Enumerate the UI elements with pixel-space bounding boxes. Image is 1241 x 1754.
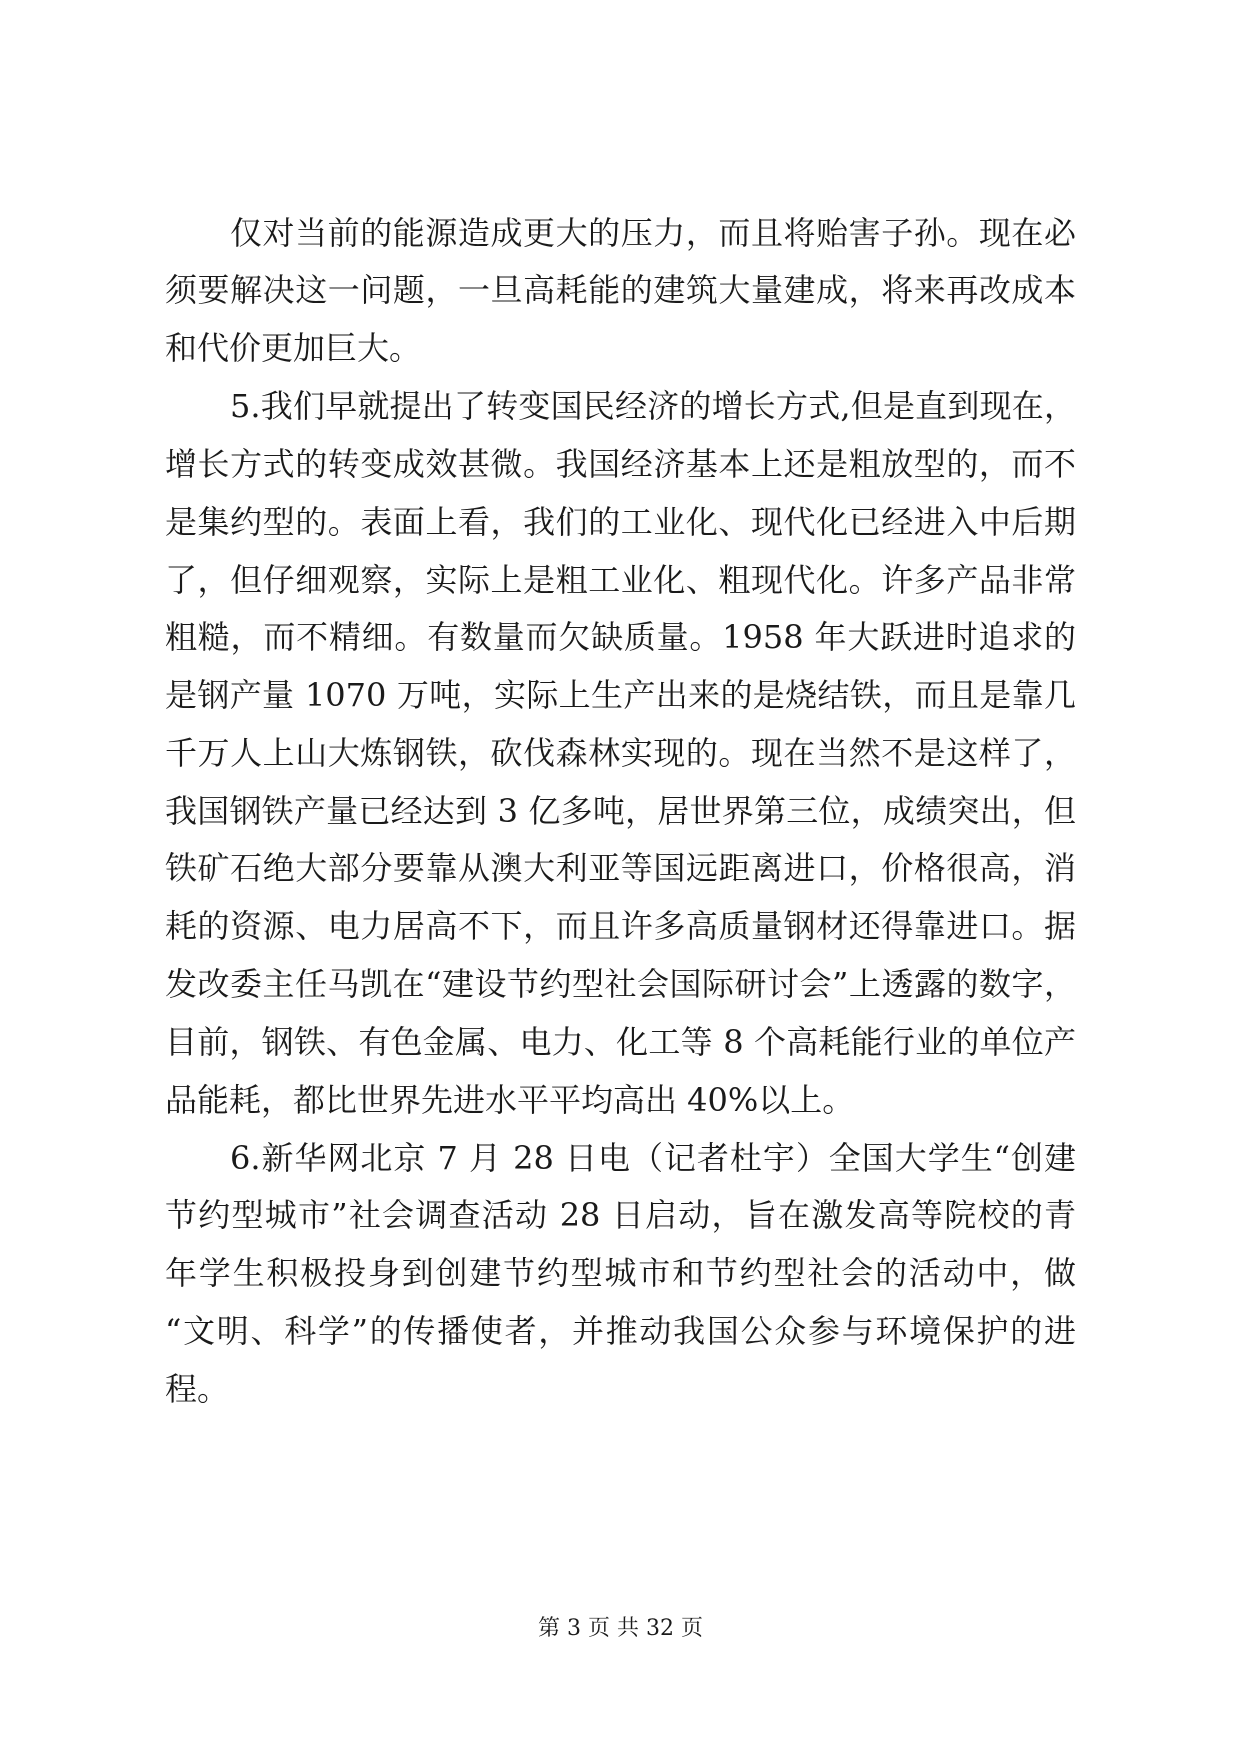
text-line: 千万人上山大炼钢铁，砍伐森林实现的。现在当然不是这样了， — [165, 734, 1076, 772]
text-line: 增长方式的转变成效甚微。我国经济基本上还是粗放型的，而不 — [165, 445, 1076, 483]
text-line: 仅对当前的能源造成更大的压力，而且将贻害子孙。现在必 — [230, 214, 1076, 252]
text-line: 和代价更加巨大。 — [165, 329, 422, 367]
text-line: “文明、科学”的传播使者，并推动我国公众参与环境保护的进 — [165, 1312, 1076, 1350]
text-line: 节约型城市”社会调查活动 28 日启动，旨在激发高等院校的青 — [165, 1196, 1076, 1234]
text-line: 年学生积极投身到创建节约型城市和节约型社会的活动中，做 — [165, 1254, 1076, 1292]
page-number-footer: 第 3 页 共 32 页 — [538, 1616, 703, 1641]
text-line: 耗的资源、电力居高不下，而且许多高质量钢材还得靠进口。据 — [165, 907, 1076, 945]
text-line: 粗糙，而不精细。有数量而欠缺质量。1958 年大跃进时追求的 — [165, 618, 1076, 656]
text-line: 5.我们早就提出了转变国民经济的增长方式,但是直到现在， — [230, 387, 1076, 425]
text-line: 程。 — [165, 1370, 230, 1408]
text-line: 发改委主任马凯在“建设节约型社会国际研讨会”上透露的数字， — [165, 965, 1076, 1003]
text-line: 目前，钢铁、有色金属、电力、化工等 8 个高耗能行业的单位产 — [165, 1023, 1076, 1061]
text-line: 6.新华网北京 7 月 28 日电（记者杜宇）全国大学生“创建 — [230, 1139, 1076, 1177]
text-line: 铁矿石绝大部分要靠从澳大利亚等国远距离进口，价格很高，消 — [165, 849, 1076, 887]
text-line: 我国钢铁产量已经达到 3 亿多吨，居世界第三位，成绩突出，但 — [165, 792, 1076, 830]
text-line: 须要解决这一问题，一旦高耗能的建筑大量建成，将来再改成本 — [165, 271, 1076, 309]
text-line: 是钢产量 1070 万吨，实际上生产出来的是烧结铁，而且是靠几 — [165, 676, 1076, 714]
text-line: 了，但仔细观察，实际上是粗工业化、粗现代化。许多产品非常 — [165, 561, 1076, 599]
text-line: 品能耗，都比世界先进水平平均高出 40%以上。 — [165, 1081, 855, 1119]
text-line: 是集约型的。表面上看，我们的工业化、现代化已经进入中后期 — [165, 503, 1076, 541]
